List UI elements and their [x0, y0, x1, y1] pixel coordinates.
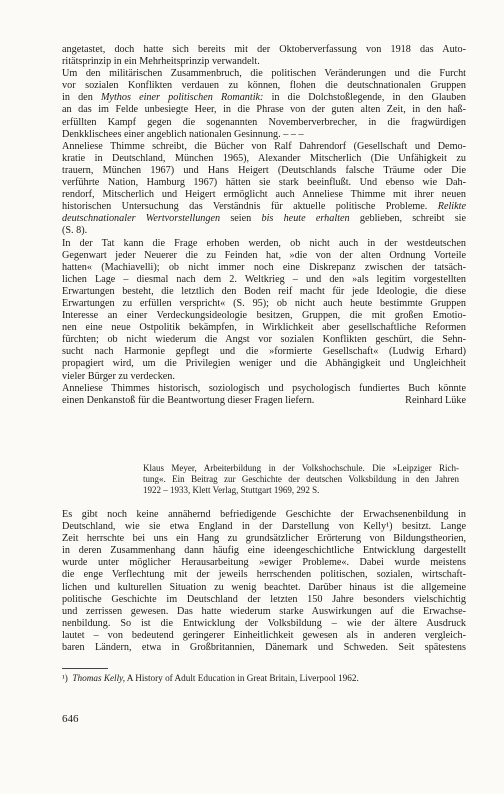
paragraph — [62, 238, 466, 383]
reviewer-signature: Reinhard Lüke — [405, 394, 466, 406]
citation-line: Klaus Meyer, Arbeiterbildung in der Volkshochschule. Die »Leipziger Rich- — [143, 463, 459, 473]
footnote — [62, 673, 466, 684]
citation-line: tung«. Ein Beitrag zur Geschichte der deutschen Volksbildung in den Jahren — [143, 474, 459, 485]
text-line: Zeit herrschte bei uns ein Hang zu grundsätzlicher Erörterung von Bildungstheorien, — [62, 533, 466, 545]
review-lueke-body — [62, 44, 466, 407]
text-line: sucht nach Harmonie gepflegt und die »formierte Gesellschaft« (Ludwig Erhard) — [62, 346, 466, 358]
review-meyer-body — [62, 509, 466, 654]
text-line: rendorf, Mitscherlich und Heigert ermöglicht auch Anneliese Thimme mit ihrer neuen — [62, 189, 466, 201]
footnote-author: Thomas Kelly, — [72, 673, 125, 683]
text-line: Anneliese Thimmes historisch, soziologisch und psychologisch fundiertes Buch könnte — [62, 382, 466, 394]
text-line: Denkklischees einer angeblich nationalen Gesinnung. – – – — [62, 128, 304, 140]
text-line: historischen Untersuchung das Verständnis für aktuelle politische Probleme. Relikte — [62, 201, 466, 213]
text-line: vor sozialen Konflikten verdauen zu können, flohen die deutschnationalen Gruppen — [62, 80, 466, 92]
paragraph — [62, 141, 466, 238]
italic-phrase: Mythos einer politischen Romantik: — [100, 92, 264, 104]
text-line: Gegenwart jeder Neuerer die zu Feinden hat, »die von der alten Ordnung Vorteile — [62, 249, 466, 261]
text-line: in den Mythos einer politischen Romantik: in die Dolchstoßlegende, in den Glauben — [62, 92, 466, 104]
footnote-rule — [62, 668, 108, 669]
text-line: kratie in Deutschland, München 1965), Alexander Mitscherlich (Die Unfähigkeit zu — [62, 152, 466, 164]
review-meyer-citation — [143, 463, 459, 497]
text-line: vieler Bürger zu verdecken. — [62, 370, 175, 382]
text-line — [62, 395, 466, 407]
page-number: 646 — [62, 713, 79, 725]
text-line: baren Ländern, etwa in Großbritannien, Dänemark und Schweden. Seit spätestens — [62, 642, 466, 654]
text-line: in deren Zusammenhang dann häufig eine ideengeschichtliche Entwicklung dargestellt — [62, 545, 466, 557]
text-line: fürchten; ob nicht wiederum die Angst vor sozialen Konflikten geschürt, die Sehn- — [62, 334, 466, 346]
text-line: trauern, München 1967) und Hans Heigert (Deutschlands falsche Träume oder Die — [62, 164, 466, 176]
text-line: an das im Felde unbesiegte Heer, in die Phrase von der guten alten Zeit, in den haß- — [62, 104, 466, 116]
text-line: In der Tat kann die Frage erhoben werden, ob nicht auch in der westdeutschen — [62, 237, 466, 249]
text-line: propagiert wird, um die Privilegien weniger und die Abhängigkeit und Ungleichheit — [62, 358, 466, 370]
text-line: Anneliese Thimme schreibt, die Bücher von Ralf Dahrendorf (Gesellschaft und Demo- — [62, 140, 466, 152]
text-line: nen eine neue Ostpolitik bekämpfen, in Wirklichkeit aber gesellschaftliche Reformen — [62, 322, 466, 334]
text-line: angetastet, doch hatte sich bereits mit der Oktoberverfassung von 1918 das Auto- — [62, 44, 466, 55]
text-line: lautet – von bedeutend geringerer Einheitlichkeit gewesen als in anderen vergleich- — [62, 629, 466, 641]
paragraph — [62, 509, 466, 654]
footnote-marker: ¹) — [62, 673, 68, 683]
text-line: Deutschland, wie sie etwa England in der Darstellung von Kelly¹) besitzt. Lange — [62, 521, 466, 533]
citation-line: 1922 – 1933, Klett Verlag, Stuttgart 1969, 292 S. — [143, 485, 320, 496]
text-line: nenbildung. So ist die Entwicklung der Volksbildung – wie der ältere Ausdruck — [62, 617, 466, 629]
text-line: wurde unter möglicher Herausarbeitung »ewiger Probleme«. Dabei wurde meistens — [62, 557, 466, 569]
text-line: politische Geschichte im Deutschland der letzten 150 Jahre besonders vielschichtig — [62, 593, 466, 605]
text-line: ritätsprinzip in ein Mehrheitsprinzip verwandelt. — [62, 56, 260, 68]
text-line: verführte Nation, Hamburg 1967) hätten sie stark beeinflußt. Und ebenso wie Dah- — [62, 177, 466, 189]
text-line: (S. 8). — [62, 225, 88, 237]
text-line: deutschnationaler Wertvorstellungen seien bis heute erhalten geblieben, schreibt sie — [62, 213, 467, 225]
text-line: und zerrissen gewesen. Das hatte wiederum starke Auswirkungen auf die Erwachse- — [62, 605, 466, 617]
text-line: Erwartungen besteht, die letztlich den Boden reif macht für jede Ideologie, die diese — [62, 285, 466, 297]
text-line: Es gibt noch keine annähernd befriedigende Geschichte der Erwachsenenbildung in — [62, 509, 466, 520]
text-line: lichen und kulturellen Situation zu wenig beachtet. Darüber hinaus ist die allgemeine — [62, 581, 466, 593]
text-line: die enge Verflechtung mit der jeweils herrschenden politischen, sozialen, wirtschaft- — [62, 569, 466, 581]
text-line: Erwartungen zu erfüllen verspricht« (S. 95); ob nicht auch heute bestimmte Gruppen — [62, 297, 466, 309]
text-line: Um den militärischen Zusammenbruch, die politischen Veränderungen und die Furcht — [62, 68, 466, 80]
footnote-text: A History of Adult Education in Great Britain, Liverpool 1962. — [125, 673, 359, 683]
text-line: erfüllten Kampf gegen die sogenannten Novemberverbrecher, in die fragwürdigen — [62, 116, 466, 128]
paragraph — [62, 383, 466, 407]
closing-sentence: einen Denkanstoß für die Beantwortung dieser Fragen liefern. — [62, 394, 315, 406]
text-line: hatten« (Machiavelli); ob nicht immer noch eine Diskrepanz zwischen der tatsäch- — [62, 261, 466, 273]
text-line: lichen Lage – diesmal nach dem 2. Weltkrieg – und den »als legitim vorgestellten — [62, 273, 466, 285]
paragraph — [62, 44, 466, 68]
text-line: Interesse an einer Verdeckungsideologie besitzen, Gruppen, die mit großen Emotio- — [62, 310, 466, 322]
paragraph — [62, 68, 466, 141]
